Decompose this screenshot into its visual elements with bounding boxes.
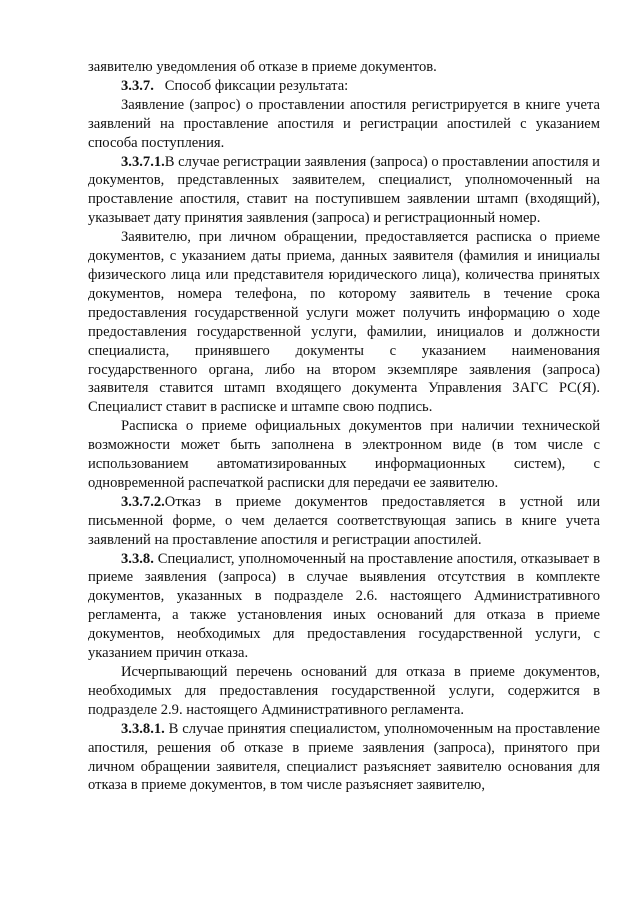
clause-number: 3.3.7.2.	[121, 493, 165, 510]
paragraph-text: Заявителю, при личном обращении, предоставляется расписка о приеме документов, с указанием даты приема, данных заявителя (фамилия и инициалы физического лица или представителя юридического лица), количества принятых документов, номера телефона, по которому заявитель в течение срока предоставления государственной услуги может получить информацию о ходе предоставления государственной услуги, фамилии, инициалов и должности специалиста, принявшего документы с указанием наименования государственного органа, либо на втором экземпляре заявления (запроса) заявителя ставится штамп входящего документа Управления ЗАГС РС(Я). Специалист ставит в расписке и штампе свою подпись.	[88, 229, 600, 416]
clause-number: 3.3.7.1.	[121, 153, 165, 170]
paragraph-refusal-grounds	[88, 663, 600, 720]
paragraph-text: В случае принятия специалистом, уполномоченным на проставление апостиля, решения об отказе в приеме заявления (запроса), принятого при личном обращении заявителя, специалист разъясняет заявителю основания для отказа в приеме документов, в том числе разъясняет заявителю,	[88, 720, 600, 794]
paragraph-text: заявителю уведомления об отказе в приеме документов.	[88, 59, 437, 75]
paragraph-continuation	[88, 58, 600, 77]
clause-number: 3.3.8.1.	[121, 720, 165, 737]
paragraph-text: Специалист, уполномоченный на проставление апостиля, отказывает в приеме заявления (запроса) в случае выявления отсутствия в комплекте документов, указанных в подразделе 2.6. настоящего Административного регламента, а также установления иных оснований для отказа в приеме документов, необходимых для предоставления государственной услуги, с указанием причин отказа.	[88, 550, 600, 662]
paragraph-3-3-8	[88, 550, 600, 663]
paragraph-3-3-7-1	[88, 153, 600, 229]
paragraph-3-3-7	[88, 77, 600, 96]
paragraph-3-3-7-2	[88, 493, 600, 550]
paragraph-registration	[88, 96, 600, 153]
paragraph-3-3-8-1	[88, 720, 600, 796]
clause-number: 3.3.8.	[121, 550, 154, 567]
paragraph-text: Исчерпывающий перечень оснований для отказа в приеме документов, необходимых для предоставления государственной услуги, содержится в подразделе 2.9. настоящего Административного регламента.	[88, 664, 600, 718]
paragraph-text: Расписка о приеме официальных документов при наличии технической возможности может быть заполнена в электронном виде (в том числе с использованием автоматизированных информационных систем), с одновременной распечаткой расписки для передачи ее заявителю.	[88, 418, 600, 491]
paragraph-electronic-receipt	[88, 417, 600, 493]
paragraph-text: Способ фиксации результата:	[153, 77, 349, 94]
paragraph-text: Отказ в приеме документов предоставляется в устной или письменной форме, о чем делается соответствующая запись в книге учета заявлений на проставление апостиля и регистрации апостилей.	[88, 493, 600, 548]
paragraph-receipt	[88, 228, 600, 417]
clause-number: 3.3.7.	[121, 77, 154, 94]
paragraph-text: Заявление (запрос) о проставлении апостиля регистрируется в книге учета заявлений на проставление апостиля и регистрации апостилей с указанием способа поступления.	[88, 96, 600, 151]
paragraph-text: В случае регистрации заявления (запроса) о проставлении апостиля и документов, представленных заявителем, специалист, уполномоченный на проставление апостиля, ставит на поступившем заявлении штамп (входящий), указывает дату принятия заявления (запроса) и регистрационный номер.	[88, 153, 600, 227]
